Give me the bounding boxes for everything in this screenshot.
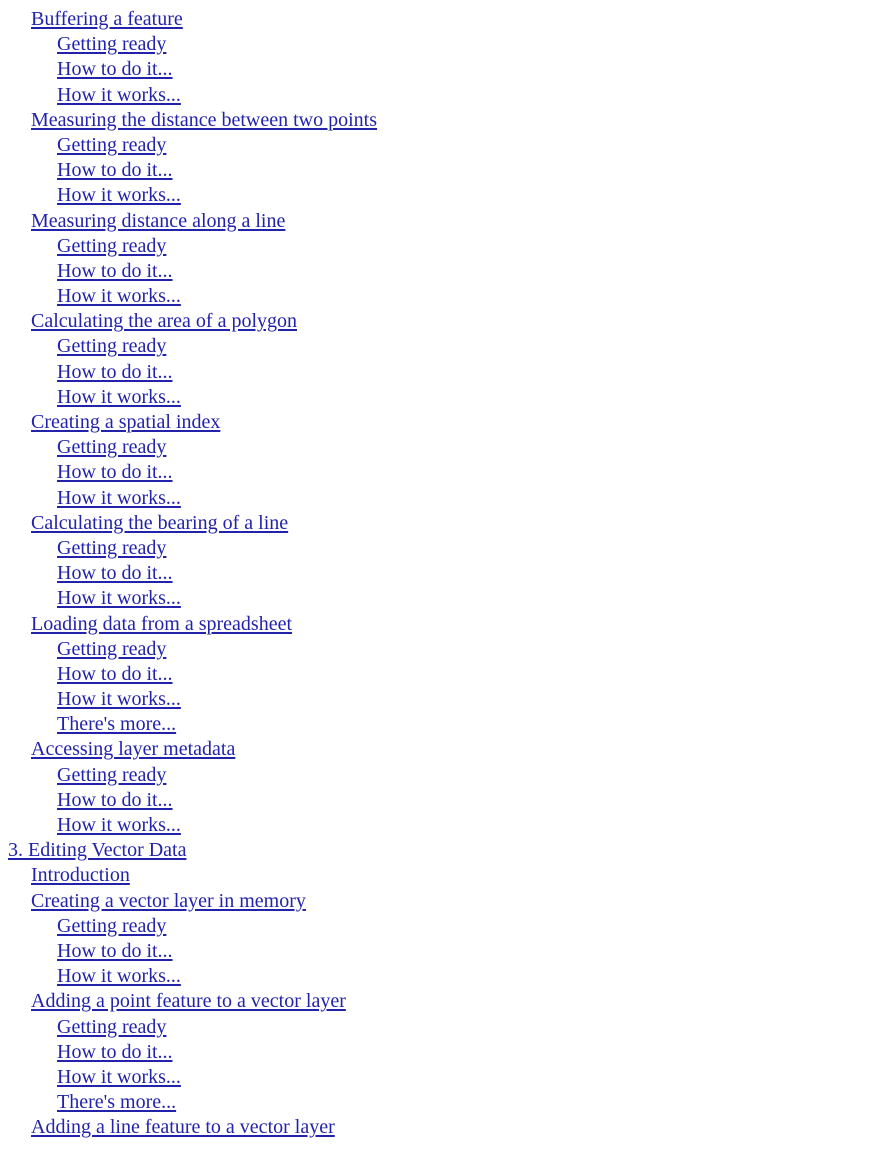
- toc-subsection-entry: [0, 763, 893, 788]
- toc-subsection-link[interactable]: How it works...: [57, 184, 181, 207]
- toc-subsection-entry: [0, 158, 893, 183]
- toc-subsection-link[interactable]: How to do it...: [57, 562, 173, 585]
- toc-subsection-entry: [0, 1065, 893, 1090]
- toc-subsection-entry: [0, 637, 893, 662]
- toc-subsection-entry: [0, 1090, 893, 1115]
- toc-subsection-entry: [0, 662, 893, 687]
- toc-subsection-entry: [0, 360, 893, 385]
- toc-section-link[interactable]: Accessing layer metadata: [31, 738, 236, 761]
- toc-subsection-link[interactable]: Getting ready: [57, 763, 167, 786]
- toc-section-entry: [0, 209, 893, 234]
- toc-section-entry: [0, 612, 893, 637]
- toc-subsection-link[interactable]: How to do it...: [57, 788, 173, 811]
- toc-subsection-entry: [0, 914, 893, 939]
- toc-subsection-link[interactable]: How to do it...: [57, 159, 173, 182]
- toc-subsection-entry: [0, 1040, 893, 1065]
- table-of-contents: [0, 7, 893, 1140]
- toc-subsection-entry: [0, 561, 893, 586]
- toc-subsection-entry: [0, 385, 893, 410]
- toc-subsection-link[interactable]: How it works...: [57, 1065, 181, 1088]
- toc-subsection-link[interactable]: Getting ready: [57, 234, 167, 257]
- toc-subsection-entry: [0, 964, 893, 989]
- toc-subsection-link[interactable]: How it works...: [57, 814, 181, 836]
- toc-subsection-link[interactable]: How to do it...: [57, 939, 173, 962]
- toc-section-entry: [0, 511, 893, 536]
- toc-subsection-link[interactable]: Getting ready: [57, 914, 167, 937]
- toc-subsection-link[interactable]: There's more...: [57, 713, 177, 736]
- toc-chapter-entry: [0, 838, 893, 863]
- toc-section-entry: [0, 863, 893, 888]
- toc-subsection-link[interactable]: Getting ready: [57, 436, 167, 459]
- toc-subsection-link[interactable]: How to do it...: [57, 662, 173, 685]
- toc-section-entry: [0, 108, 893, 133]
- toc-subsection-entry: [0, 133, 893, 158]
- toc-subsection-entry: [0, 486, 893, 511]
- toc-subsection-entry: [0, 712, 893, 737]
- toc-section-entry: [0, 989, 893, 1014]
- toc-subsection-entry: [0, 939, 893, 964]
- toc-subsection-entry: [0, 83, 893, 108]
- toc-section-link[interactable]: Adding a point feature to a vector layer: [31, 990, 346, 1013]
- toc-section-link[interactable]: Measuring the distance between two points: [31, 108, 378, 131]
- toc-subsection-entry: [0, 435, 893, 460]
- toc-subsection-link[interactable]: How it works...: [57, 83, 181, 106]
- toc-subsection-entry: [0, 57, 893, 82]
- toc-section-entry: [0, 7, 893, 32]
- toc-section-entry: [0, 410, 893, 435]
- toc-subsection-link[interactable]: How to do it...: [57, 58, 173, 81]
- toc-subsection-link[interactable]: How it works...: [57, 385, 181, 408]
- toc-section-entry: [0, 309, 893, 334]
- toc-section-link[interactable]: Calculating the bearing of a line: [31, 511, 289, 534]
- toc-subsection-link[interactable]: How to do it...: [57, 360, 173, 383]
- toc-subsection-link[interactable]: Getting ready: [57, 536, 167, 559]
- toc-subsection-entry: [0, 234, 893, 259]
- toc-section-entry: [0, 737, 893, 762]
- toc-subsection-entry: [0, 334, 893, 359]
- toc-subsection-entry: [0, 586, 893, 611]
- toc-subsection-entry: [0, 183, 893, 208]
- toc-subsection-entry: [0, 259, 893, 284]
- toc-subsection-entry: [0, 788, 893, 813]
- toc-section-link[interactable]: Loading data from a spreadsheet: [31, 612, 293, 635]
- toc-subsection-link[interactable]: How to do it...: [57, 1040, 173, 1063]
- toc-section-link[interactable]: Adding a line feature to a vector layer: [31, 1116, 335, 1139]
- toc-subsection-link[interactable]: How it works...: [57, 587, 181, 610]
- toc-subsection-link[interactable]: Getting ready: [57, 335, 167, 358]
- toc-subsection-link[interactable]: Getting ready: [57, 1015, 167, 1038]
- toc-section-entry: [0, 1115, 893, 1140]
- toc-section-link[interactable]: Introduction: [31, 864, 130, 887]
- toc-subsection-link[interactable]: How it works...: [57, 486, 181, 509]
- toc-section-link[interactable]: Buffering a feature: [31, 8, 183, 30]
- toc-subsection-link[interactable]: How it works...: [57, 965, 181, 988]
- toc-subsection-link[interactable]: How to do it...: [57, 259, 173, 282]
- toc-subsection-link[interactable]: How it works...: [57, 688, 181, 711]
- toc-subsection-entry: [0, 1015, 893, 1040]
- toc-subsection-link[interactable]: Getting ready: [57, 637, 167, 660]
- toc-subsection-entry: [0, 536, 893, 561]
- toc-section-link[interactable]: Calculating the area of a polygon: [31, 310, 298, 333]
- toc-chapter-link[interactable]: 3. Editing Vector Data: [8, 839, 187, 862]
- toc-subsection-entry: [0, 460, 893, 485]
- toc-subsection-link[interactable]: There's more...: [57, 1091, 177, 1114]
- toc-section-link[interactable]: Measuring distance along a line: [31, 209, 286, 232]
- toc-subsection-entry: [0, 284, 893, 309]
- toc-section-link[interactable]: Creating a spatial index: [31, 411, 221, 433]
- toc-section-link[interactable]: Creating a vector layer in memory: [31, 889, 306, 912]
- toc-subsection-link[interactable]: Getting ready: [57, 33, 167, 56]
- toc-subsection-link[interactable]: How it works...: [57, 285, 181, 308]
- toc-section-entry: [0, 889, 893, 914]
- toc-subsection-entry: [0, 687, 893, 712]
- toc-subsection-link[interactable]: Getting ready: [57, 133, 167, 156]
- toc-subsection-entry: [0, 813, 893, 838]
- toc-subsection-link[interactable]: How to do it...: [57, 461, 173, 484]
- toc-subsection-entry: [0, 32, 893, 57]
